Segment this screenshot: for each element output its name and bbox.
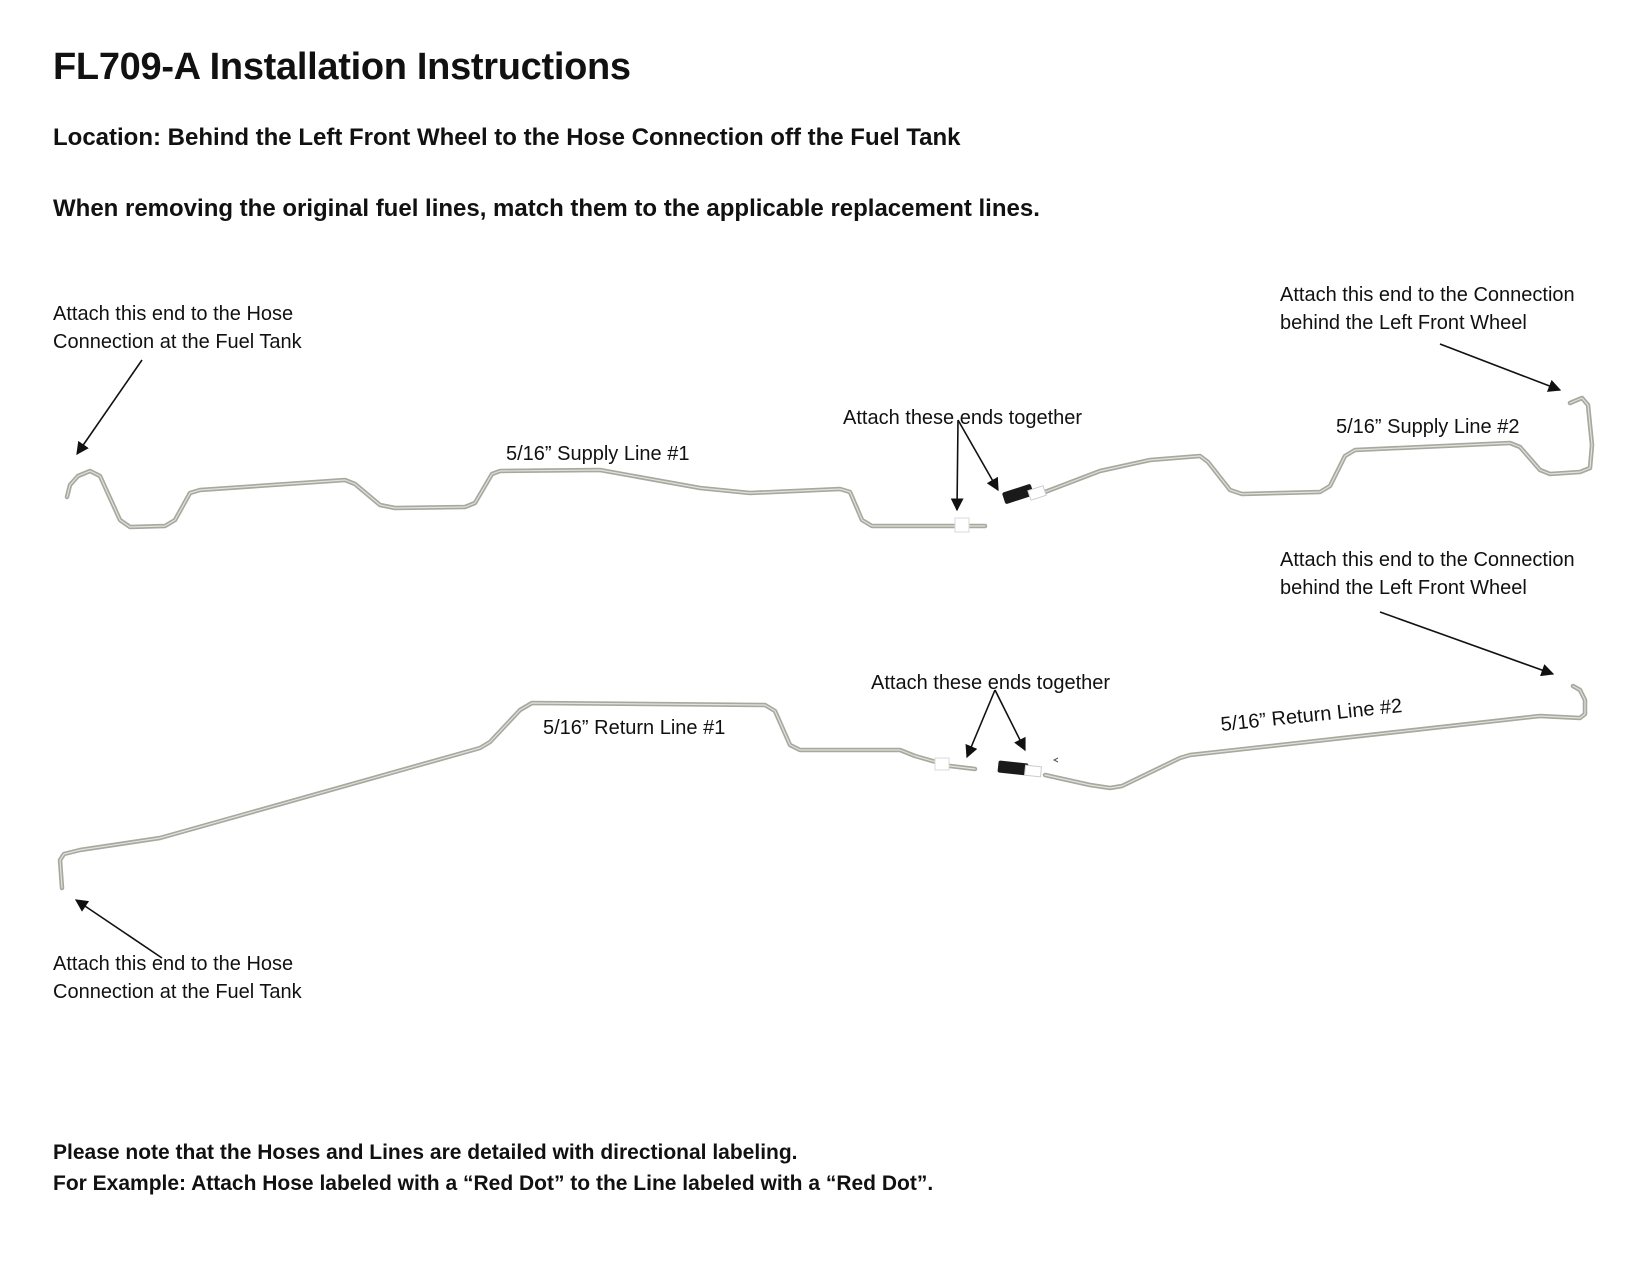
label-return-line-1: 5/16” Return Line #1 bbox=[543, 717, 726, 739]
supply-line-2-fitting bbox=[1002, 484, 1046, 505]
callout-return-join: Attach these ends together bbox=[871, 672, 1111, 694]
arrow-supply-tank-end bbox=[77, 360, 142, 454]
return-line-2-tube bbox=[997, 686, 1585, 788]
return-line-1-tube bbox=[60, 703, 975, 888]
location-heading: Location: Behind the Left Front Wheel to the Hose Connection off the Fuel Tank bbox=[53, 124, 961, 151]
arrow-supply-wheel-end bbox=[1440, 344, 1560, 390]
label-return-line-2: 5/16” Return Line #2 bbox=[1219, 695, 1404, 737]
return-line-1-end-cap bbox=[935, 758, 949, 770]
arrow-return-join-left bbox=[967, 690, 995, 757]
supply-line-2-tube bbox=[1002, 398, 1592, 504]
instruction-heading: When removing the original fuel lines, match them to the applicable replacement lines. bbox=[53, 195, 1040, 222]
supply-line-1-tube bbox=[67, 470, 985, 532]
page-title: FL709-A Installation Instructions bbox=[53, 46, 631, 88]
callout-return-wheel-end: Attach this end to the Connection behind the Left Front Wheel bbox=[1280, 549, 1575, 599]
callout-return-tank-end: Attach this end to the Hose Connection at the Fuel Tank bbox=[53, 953, 302, 1003]
callout-supply-join: Attach these ends together bbox=[843, 407, 1083, 429]
note-directional-labeling: Please note that the Hoses and Lines are detailed with directional labeling. bbox=[53, 1141, 798, 1164]
callout-supply-wheel-end: Attach this end to the Connection behind the Left Front Wheel bbox=[1280, 284, 1575, 334]
arrow-return-join-right bbox=[995, 690, 1025, 750]
arrow-return-wheel-end bbox=[1380, 612, 1553, 674]
label-supply-line-1: 5/16” Supply Line #1 bbox=[506, 443, 690, 465]
arrow-supply-join-left bbox=[957, 420, 958, 510]
note-red-dot-example: For Example: Attach Hose labeled with a “Red Dot” to the Line labeled with a “Red Dot”. bbox=[53, 1172, 934, 1195]
callout-supply-tank-end: Attach this end to the Hose Connection at the Fuel Tank bbox=[53, 303, 302, 353]
label-supply-line-2: 5/16” Supply Line #2 bbox=[1336, 416, 1520, 438]
supply-line-1-end-cap bbox=[955, 518, 969, 532]
